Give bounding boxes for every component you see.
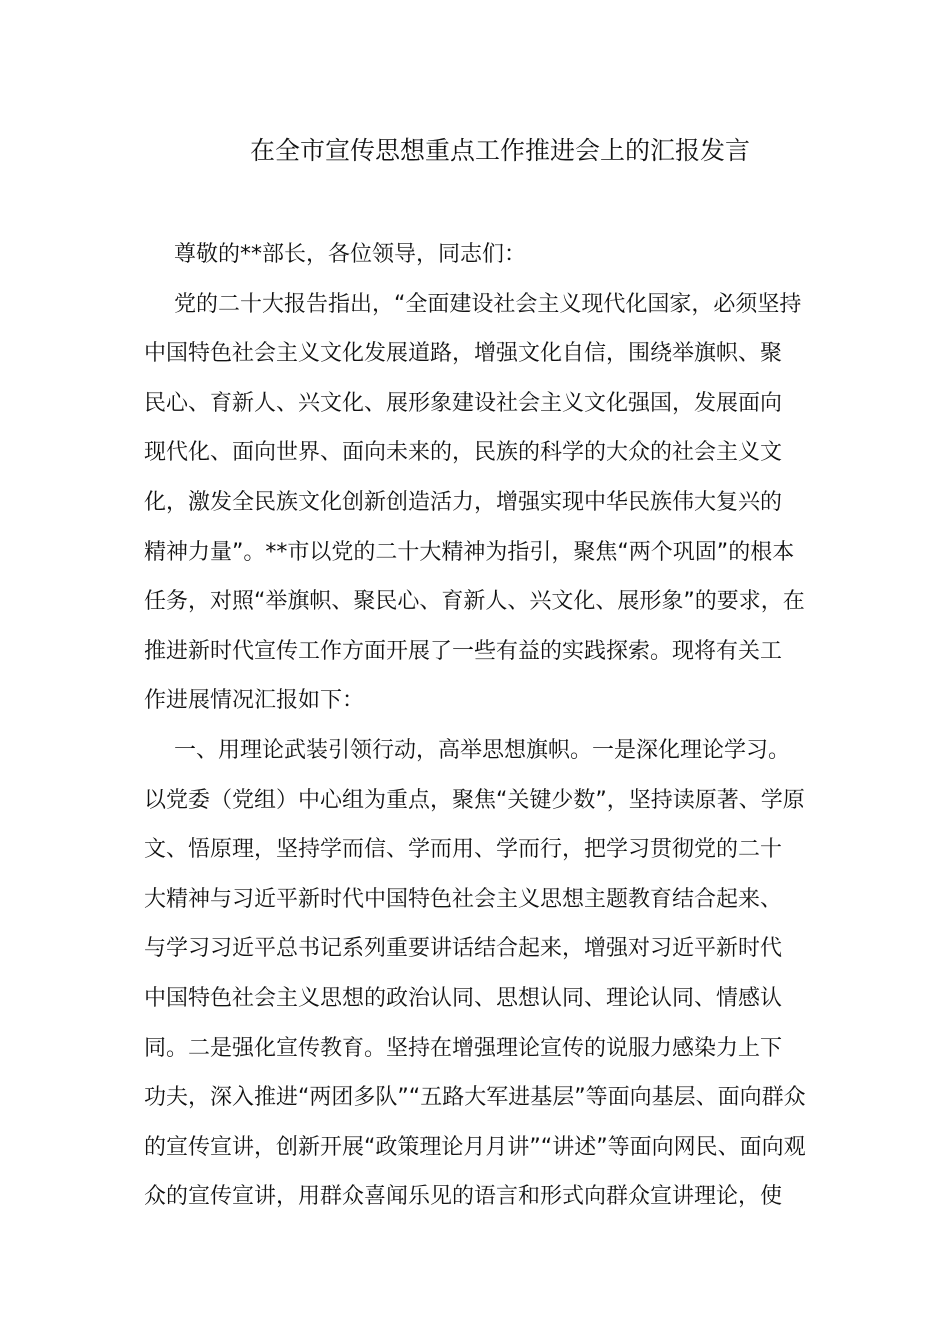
paragraph-line: 现代化、面向世界、面向未来的，民族的科学的大众的社会主义文 [144,440,783,466]
paragraph-line: 以党委（党组）中心组为重点，聚焦“关键少数”，坚持读原著、学原 [144,787,805,813]
paragraph-line: 中国特色社会主义思想的政治认同、思想认同、理论认同、情感认 [144,985,783,1011]
paragraph-line: 民心、育新人、兴文化、展形象建设社会主义文化强国，发展面向 [144,390,783,416]
paragraph-line: 中国特色社会主义文化发展道路，增强文化自信，围绕举旗帜、聚 [144,341,783,367]
paragraph-line: 大精神与习近平新时代中国特色社会主义思想主题教育结合起来、 [144,886,783,912]
paragraph-line: 化，激发全民族文化创新创造活力，增强实现中华民族伟大复兴的 [144,489,783,515]
document-body [144,230,808,1222]
paragraph-line: 作进展情况汇报如下： [144,688,365,714]
paragraph-line: 的宣传宣讲，创新开展“政策理论月月讲”“讲述”等面向网民、面向观 [144,1134,806,1160]
document-title: 在全市宣传思想重点工作推进会上的汇报发言 [249,136,750,165]
paragraph-line: 文、悟原理，坚持学而信、学而用、学而行，把学习贯彻党的二十 [144,837,783,863]
paragraph-line: 与学习习近平总书记系列重要讲话结合起来，增强对习近平新时代 [144,936,783,962]
paragraph-line: 党的二十大报告指出，“全面建设社会主义现代化国家，必须坚持 [174,291,802,317]
paragraph-line: 任务，对照“举旗帜、聚民心、育新人、兴文化、展形象”的要求，在 [144,589,805,615]
paragraph-line: 精神力量”。**市以党的二十大精神为指引，聚焦“两个巩固”的根本 [144,539,795,565]
paragraph-line: 一、用理论武装引领行动，高举思想旗帜。一是深化理论学习。 [174,737,791,763]
salutation: 尊敬的**部长，各位领导，同志们： [174,242,527,267]
paragraph-line: 同。二是强化宣传教育。坚持在增强理论宣传的说服力感染力上下 [144,1035,783,1061]
paragraph-line: 功夫，深入推进“两团多队”“五路大军进基层”等面向基层、面向群众 [144,1085,806,1111]
paragraph-line: 众的宣传宣讲，用群众喜闻乐见的语言和形式向群众宣讲理论，使 [144,1184,783,1210]
paragraph-line: 推进新时代宣传工作方面开展了一些有益的实践探索。现将有关工 [144,638,783,664]
